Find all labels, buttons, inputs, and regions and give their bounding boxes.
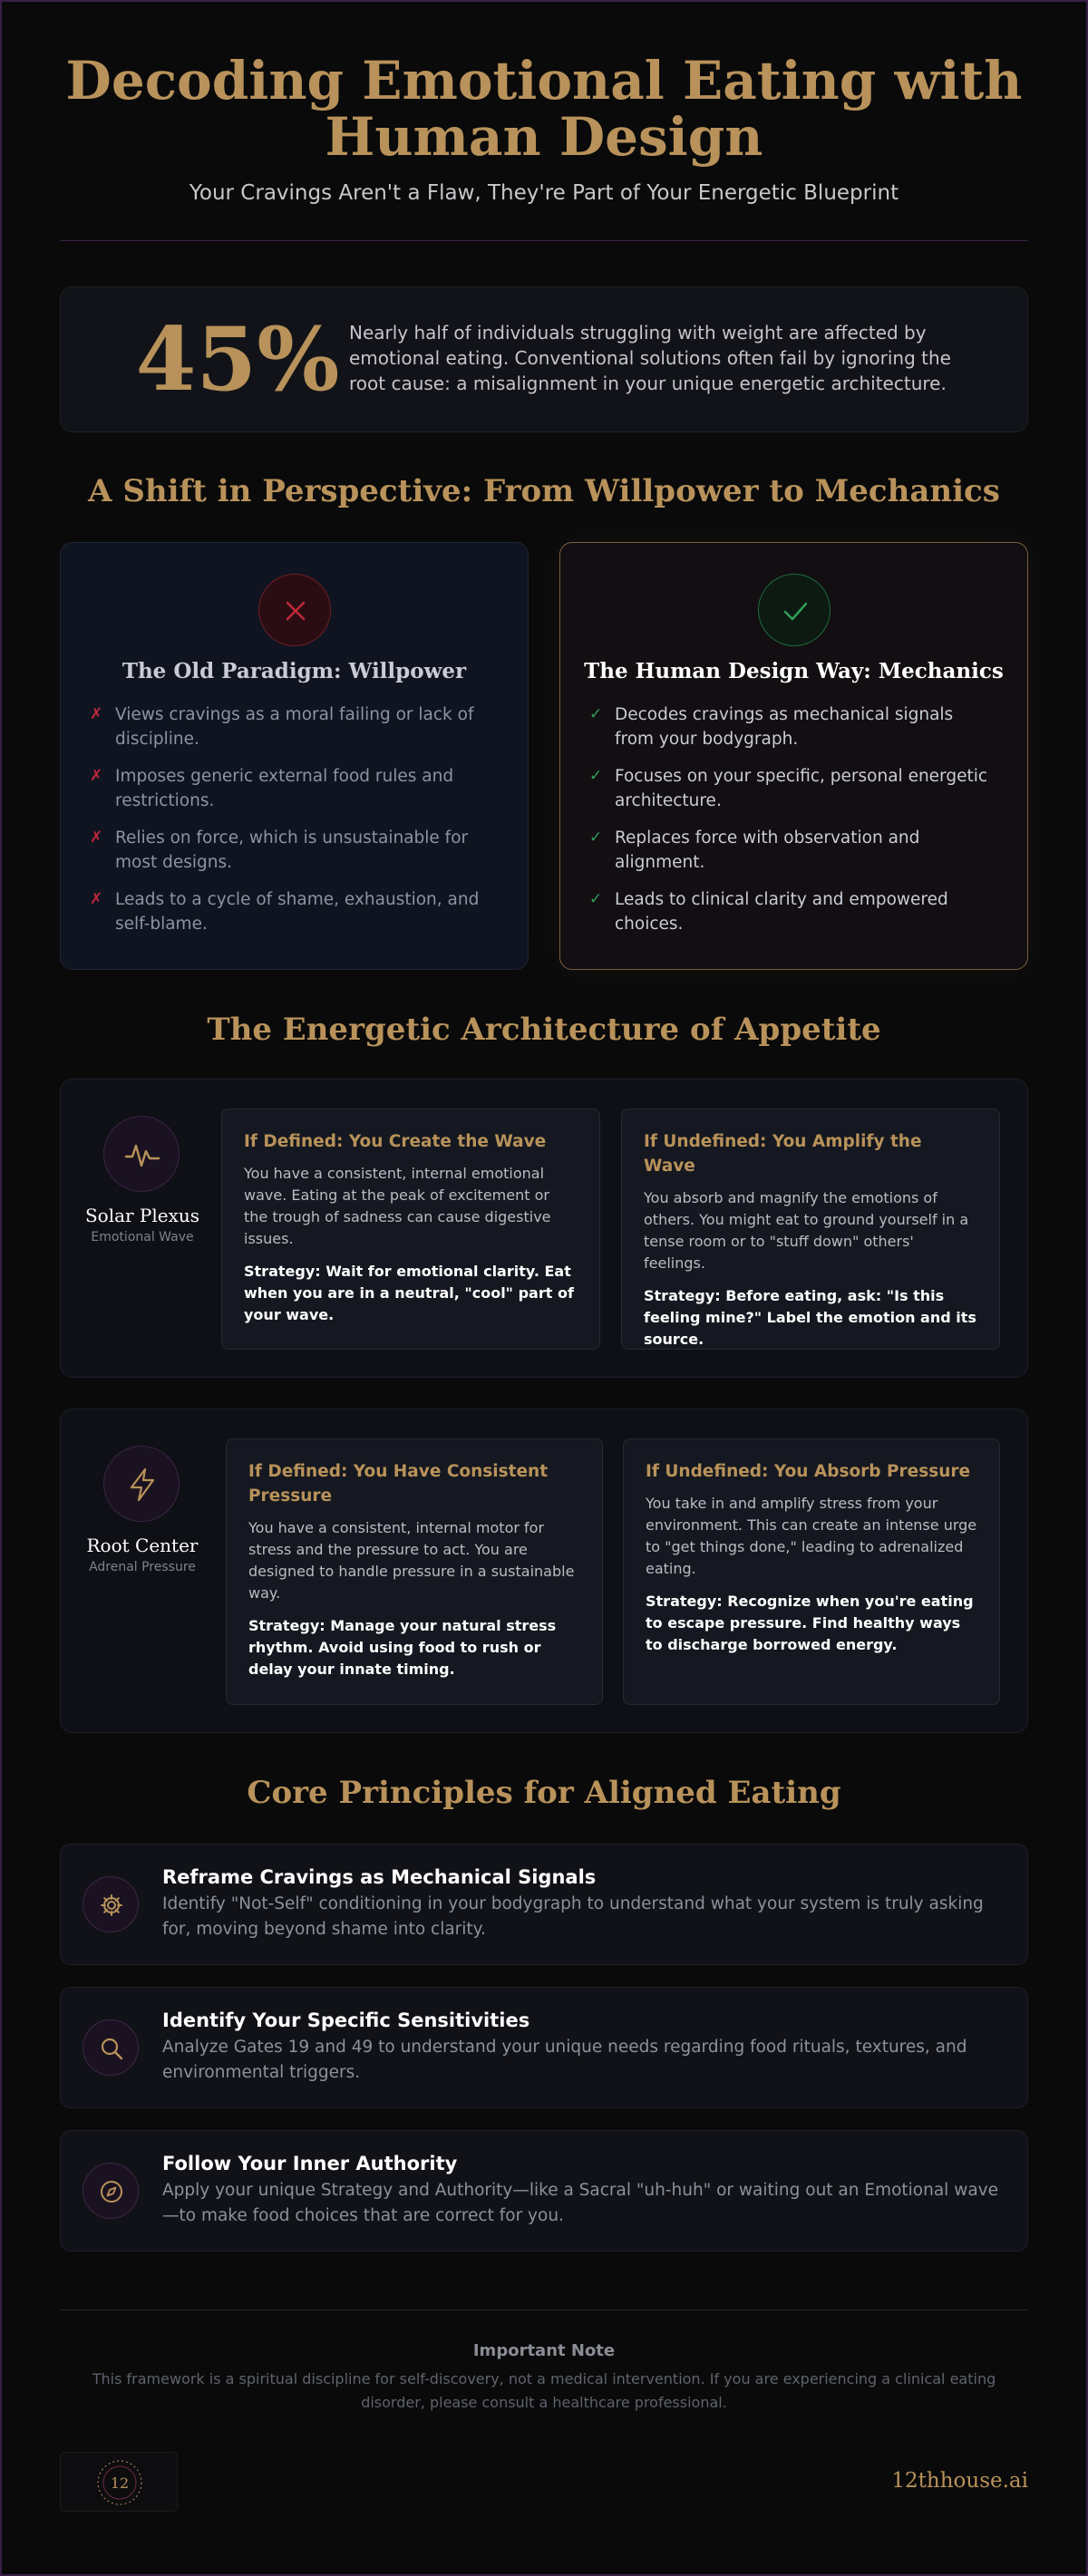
undefined-body: You take in and amplify stress from your environment. This can create an intense urge to "get things done," leading to adrenalized eating. <box>646 1495 977 1577</box>
solar-plexus-box <box>60 1079 1028 1378</box>
defined-strategy: Strategy: Manage your natural stress rhythm. Avoid using food to rush or delay your innate timing. <box>248 1617 557 1678</box>
stat-text: Nearly half of individuals struggling with weight are affected by emotional eating. Conventional solutions often fail by ignoring the root cause: a misalignment in your unique energetic architecture. <box>349 322 951 394</box>
list-item: ✓ Decodes cravings as mechanical signals from your bodygraph. <box>589 702 997 751</box>
principle-card <box>60 1987 1028 2108</box>
principle-title: Follow Your Inner Authority <box>162 2153 458 2174</box>
cross-mark-icon: ✗ <box>90 767 103 785</box>
defined-body: You have a consistent, internal motor for stress and the pressure to act. You are designed to handle pressure in a sustainable way. <box>248 1519 575 1602</box>
cross-mark-icon: ✗ <box>90 705 103 723</box>
list-item: ✗ Relies on force, which is unsustainable for most designs. <box>90 826 498 875</box>
lightning-icon <box>103 1446 180 1522</box>
human-design-title: The Human Design Way: Mechanics <box>584 659 1004 683</box>
old-paradigm-title: The Old Paradigm: Willpower <box>121 659 467 683</box>
principle-title: Identify Your Specific Sensitivities <box>162 2009 530 2031</box>
principle-text: Analyze Gates 19 and 49 to understand your unique needs regarding food rituals, textures, and environmental triggers. <box>162 2038 967 2082</box>
defined-body: You have a consistent, internal emotional wave. Eating at the peak of excitement or the trough of sadness can cause digestive issues. <box>244 1165 551 1247</box>
list-item: ✓ Leads to clinical clarity and empowered choices. <box>589 887 997 936</box>
page-subtitle: Your Cravings Aren't a Flaw, They're Part of Your Energetic Blueprint <box>189 181 899 205</box>
brand-link[interactable]: 12thhouse.ai <box>891 2469 1028 2493</box>
cross-mark-icon: ✗ <box>90 890 103 908</box>
title-line-1: Decoding Emotional Eating with <box>65 50 1023 111</box>
principle-text: Identify "Not-Self" conditioning in your bodygraph to understand what your system is truly asking for, moving beyond shame into clarity. <box>162 1894 984 1939</box>
defined-card <box>226 1438 603 1705</box>
search-icon <box>83 2019 139 2076</box>
check-mark-icon: ✓ <box>589 705 603 723</box>
defined-title: If Defined: You Have Consistent Pressure <box>248 1462 549 1506</box>
human-design-card <box>559 542 1028 970</box>
list-item: ✗ Views cravings as a moral failing or lack of discipline. <box>90 702 498 751</box>
undefined-title: If Undefined: You Absorb Pressure <box>646 1462 971 1481</box>
undefined-card <box>621 1109 1000 1350</box>
wave-icon <box>103 1116 180 1192</box>
list-item: ✓ Replaces force with observation and alignment. <box>589 826 997 875</box>
center-name: Solar Plexus <box>84 1205 200 1226</box>
list-item: ✗ Imposes generic external food rules and restrictions. <box>90 764 498 813</box>
old-paradigm-card <box>60 542 529 970</box>
undefined-strategy: Strategy: Before eating, ask: "Is this feeling mine?" Label the emotion and its source. <box>644 1287 976 1348</box>
principle-card <box>60 2130 1028 2252</box>
note-text: This framework is a spiritual discipline for self-discovery, not a medical intervention. If you are experiencing a clinical eating disorder, please consult a healthcare professional. <box>92 2370 996 2411</box>
defined-strategy: Strategy: Wait for emotional clarity. Eat when you are in a neutral, "cool" part of your wave. <box>244 1263 574 1323</box>
gear-icon <box>83 1876 139 1932</box>
principle-title: Reframe Cravings as Mechanical Signals <box>162 1866 597 1888</box>
check-mark-icon: ✓ <box>589 890 603 908</box>
logo[interactable] <box>60 2452 178 2512</box>
section-title-architecture: The Energetic Architecture of Appetite <box>207 1012 881 1048</box>
section-title-perspective: A Shift in Perspective: From Willpower to Mechanics <box>88 473 1000 509</box>
check-icon <box>758 574 831 646</box>
title-line-2: Human Design <box>325 106 763 168</box>
page-title <box>54 50 1034 168</box>
center-subtitle: Emotional Wave <box>91 1230 194 1244</box>
old-paradigm-list <box>90 702 498 949</box>
x-icon <box>258 574 331 646</box>
principle-card <box>60 1844 1028 1965</box>
undefined-strategy: Strategy: Recognize when you're eating to escape pressure. Find healthy ways to discharge borrowed energy. <box>646 1593 974 1653</box>
list-item: ✓ Focuses on your specific, personal energetic architecture. <box>589 764 997 813</box>
section-title-principles: Core Principles for Aligned Eating <box>247 1775 841 1811</box>
undefined-title: If Undefined: You Amplify the Wave <box>644 1132 922 1176</box>
principle-text: Apply your unique Strategy and Authority—like a Sacral "uh-huh" or waiting out an Emotional wave—to make food choices that are correct for you. <box>162 2181 998 2225</box>
note-title: Important Note <box>472 2341 616 2360</box>
undefined-card <box>623 1438 1000 1705</box>
check-mark-icon: ✓ <box>589 767 603 785</box>
list-item: ✗ Leads to a cycle of shame, exhaustion, and self-blame. <box>90 887 498 936</box>
defined-card <box>221 1109 600 1350</box>
defined-title: If Defined: You Create the Wave <box>244 1132 547 1151</box>
divider <box>60 240 1028 241</box>
center-name: Root Center <box>86 1535 199 1556</box>
cross-mark-icon: ✗ <box>90 828 103 847</box>
check-mark-icon: ✓ <box>589 828 603 847</box>
logo-text: 12 <box>110 2474 130 2492</box>
stat-number: 45% <box>135 308 340 411</box>
center-subtitle: Adrenal Pressure <box>89 1560 196 1574</box>
root-center-box <box>60 1409 1028 1733</box>
undefined-body: You absorb and magnify the emotions of others. You might eat to ground yourself in a tense room or to "stuff down" others' feelings. <box>644 1189 969 1272</box>
compass-icon <box>83 2163 139 2219</box>
human-design-list <box>589 702 997 949</box>
stat-box <box>60 286 1028 432</box>
